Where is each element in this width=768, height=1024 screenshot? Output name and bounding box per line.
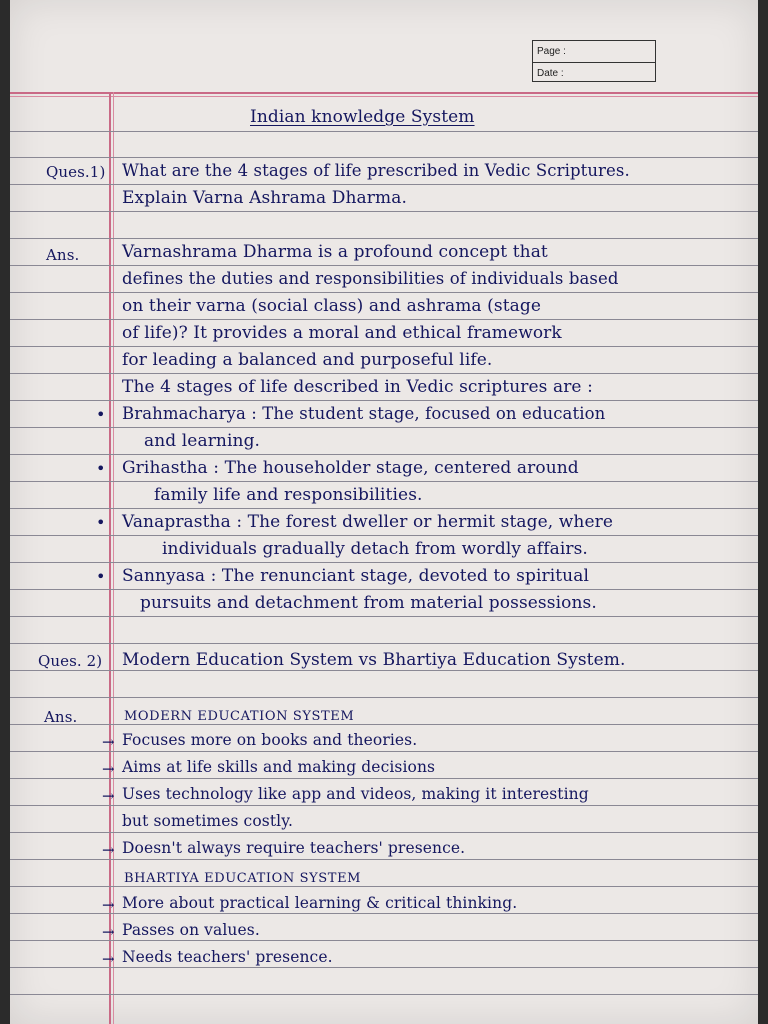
- ruled-line: [10, 670, 758, 671]
- bullet-icon: •: [96, 513, 106, 532]
- ruled-line: [10, 238, 758, 239]
- ruled-line: [10, 562, 758, 563]
- ruled-line: [10, 859, 758, 860]
- ruled-line: [10, 535, 758, 536]
- ruled-line: [10, 481, 758, 482]
- answer-1-line: on their varna (social class) and ashrama (stage: [122, 296, 542, 316]
- ruled-line: [10, 940, 758, 941]
- ruled-line: [10, 832, 758, 833]
- left-margin-rule: [109, 92, 111, 1024]
- bhartiya-education-heading: BHARTIYA EDUCATION SYSTEM: [124, 871, 362, 886]
- arrow-icon: →: [102, 841, 115, 859]
- arrow-icon: →: [102, 950, 115, 968]
- stage-sannyasa: Sannyasa : The renunciant stage, devoted to spiritual: [122, 566, 590, 586]
- answer-1-line: of life)? It provides a moral and ethical framework: [122, 323, 562, 343]
- question-2-label: Ques. 2): [38, 652, 103, 670]
- ruled-line: [10, 886, 758, 887]
- stage-brahmacharya-cont: and learning.: [144, 431, 261, 451]
- answer-1-line: for leading a balanced and purposeful life.: [122, 350, 493, 370]
- arrow-icon: →: [102, 896, 115, 914]
- modern-point-cont: but sometimes costly.: [122, 812, 294, 830]
- date-field: Date :: [533, 62, 655, 83]
- bhartiya-point: More about practical learning & critical thinking.: [122, 894, 518, 912]
- answer-1-label: Ans.: [46, 246, 80, 264]
- ruled-line: [10, 751, 758, 752]
- page-date-box: [532, 40, 656, 82]
- ruled-line: [10, 319, 758, 320]
- ruled-line: [10, 967, 758, 968]
- bullet-icon: •: [96, 567, 106, 586]
- answer-1-line: defines the duties and responsibilities of individuals based: [122, 269, 619, 288]
- stage-sannyasa-cont: pursuits and detachment from material possessions.: [140, 593, 597, 613]
- answer-1-line: Varnashrama Dharma is a profound concept that: [122, 242, 548, 262]
- question-1-line: What are the 4 stages of life prescribed in Vedic Scriptures.: [122, 161, 630, 180]
- question-1-label: Ques.1): [46, 163, 106, 181]
- ruled-line: [10, 454, 758, 455]
- ruled-line: [10, 184, 758, 185]
- modern-point: Uses technology like app and videos, making it interesting: [122, 785, 589, 803]
- ruled-line: [10, 589, 758, 590]
- top-margin-rule: [10, 92, 758, 94]
- stage-grihastha: Grihastha : The householder stage, centered around: [122, 458, 579, 478]
- modern-point: Doesn't always require teachers' presence.: [122, 839, 466, 857]
- page-title: Indian knowledge System: [250, 107, 475, 127]
- stage-grihastha-cont: family life and responsibilities.: [154, 485, 423, 505]
- ruled-line: [10, 211, 758, 212]
- ruled-line: [10, 724, 758, 725]
- ruled-line: [10, 157, 758, 158]
- stage-vanaprastha-cont: individuals gradually detach from wordly affairs.: [162, 539, 588, 559]
- bhartiya-point: Passes on values.: [122, 921, 260, 939]
- notebook-page: [10, 0, 758, 1024]
- ruled-line: [10, 616, 758, 617]
- arrow-icon: →: [102, 760, 115, 778]
- ruled-line: [10, 778, 758, 779]
- modern-education-heading: MODERN EDUCATION SYSTEM: [124, 709, 355, 724]
- bhartiya-point: Needs teachers' presence.: [122, 948, 333, 966]
- modern-point: Aims at life skills and making decisions: [122, 758, 436, 776]
- question-2-text: Modern Education System vs Bhartiya Education System.: [122, 650, 626, 670]
- ruled-line: [10, 643, 758, 644]
- bullet-icon: •: [96, 459, 106, 478]
- answer-2-label: Ans.: [44, 708, 78, 726]
- page-number-field: Page :: [537, 46, 566, 57]
- stage-vanaprastha: Vanaprastha : The forest dweller or hermit stage, where: [122, 512, 614, 532]
- ruled-line: [10, 697, 758, 698]
- ruled-line: [10, 913, 758, 914]
- ruled-line: [10, 346, 758, 347]
- ruled-line: [10, 400, 758, 401]
- top-margin-rule-inner: [10, 96, 758, 97]
- question-1-line: Explain Varna Ashrama Dharma.: [122, 188, 407, 208]
- ruled-line: [10, 131, 758, 132]
- ruled-line: [10, 805, 758, 806]
- ruled-line: [10, 373, 758, 374]
- ruled-line: [10, 508, 758, 509]
- modern-point: Focuses more on books and theories.: [122, 731, 418, 749]
- answer-1-line: The 4 stages of life described in Vedic scriptures are :: [122, 377, 593, 397]
- arrow-icon: →: [102, 787, 115, 805]
- ruled-line: [10, 427, 758, 428]
- ruled-line: [10, 292, 758, 293]
- ruled-line: [10, 994, 758, 995]
- ruled-line: [10, 265, 758, 266]
- stage-brahmacharya: Brahmacharya : The student stage, focused on education: [122, 404, 606, 423]
- arrow-icon: →: [102, 733, 115, 751]
- arrow-icon: →: [102, 923, 115, 941]
- bullet-icon: •: [96, 405, 106, 424]
- left-margin-rule-inner: [113, 92, 114, 1024]
